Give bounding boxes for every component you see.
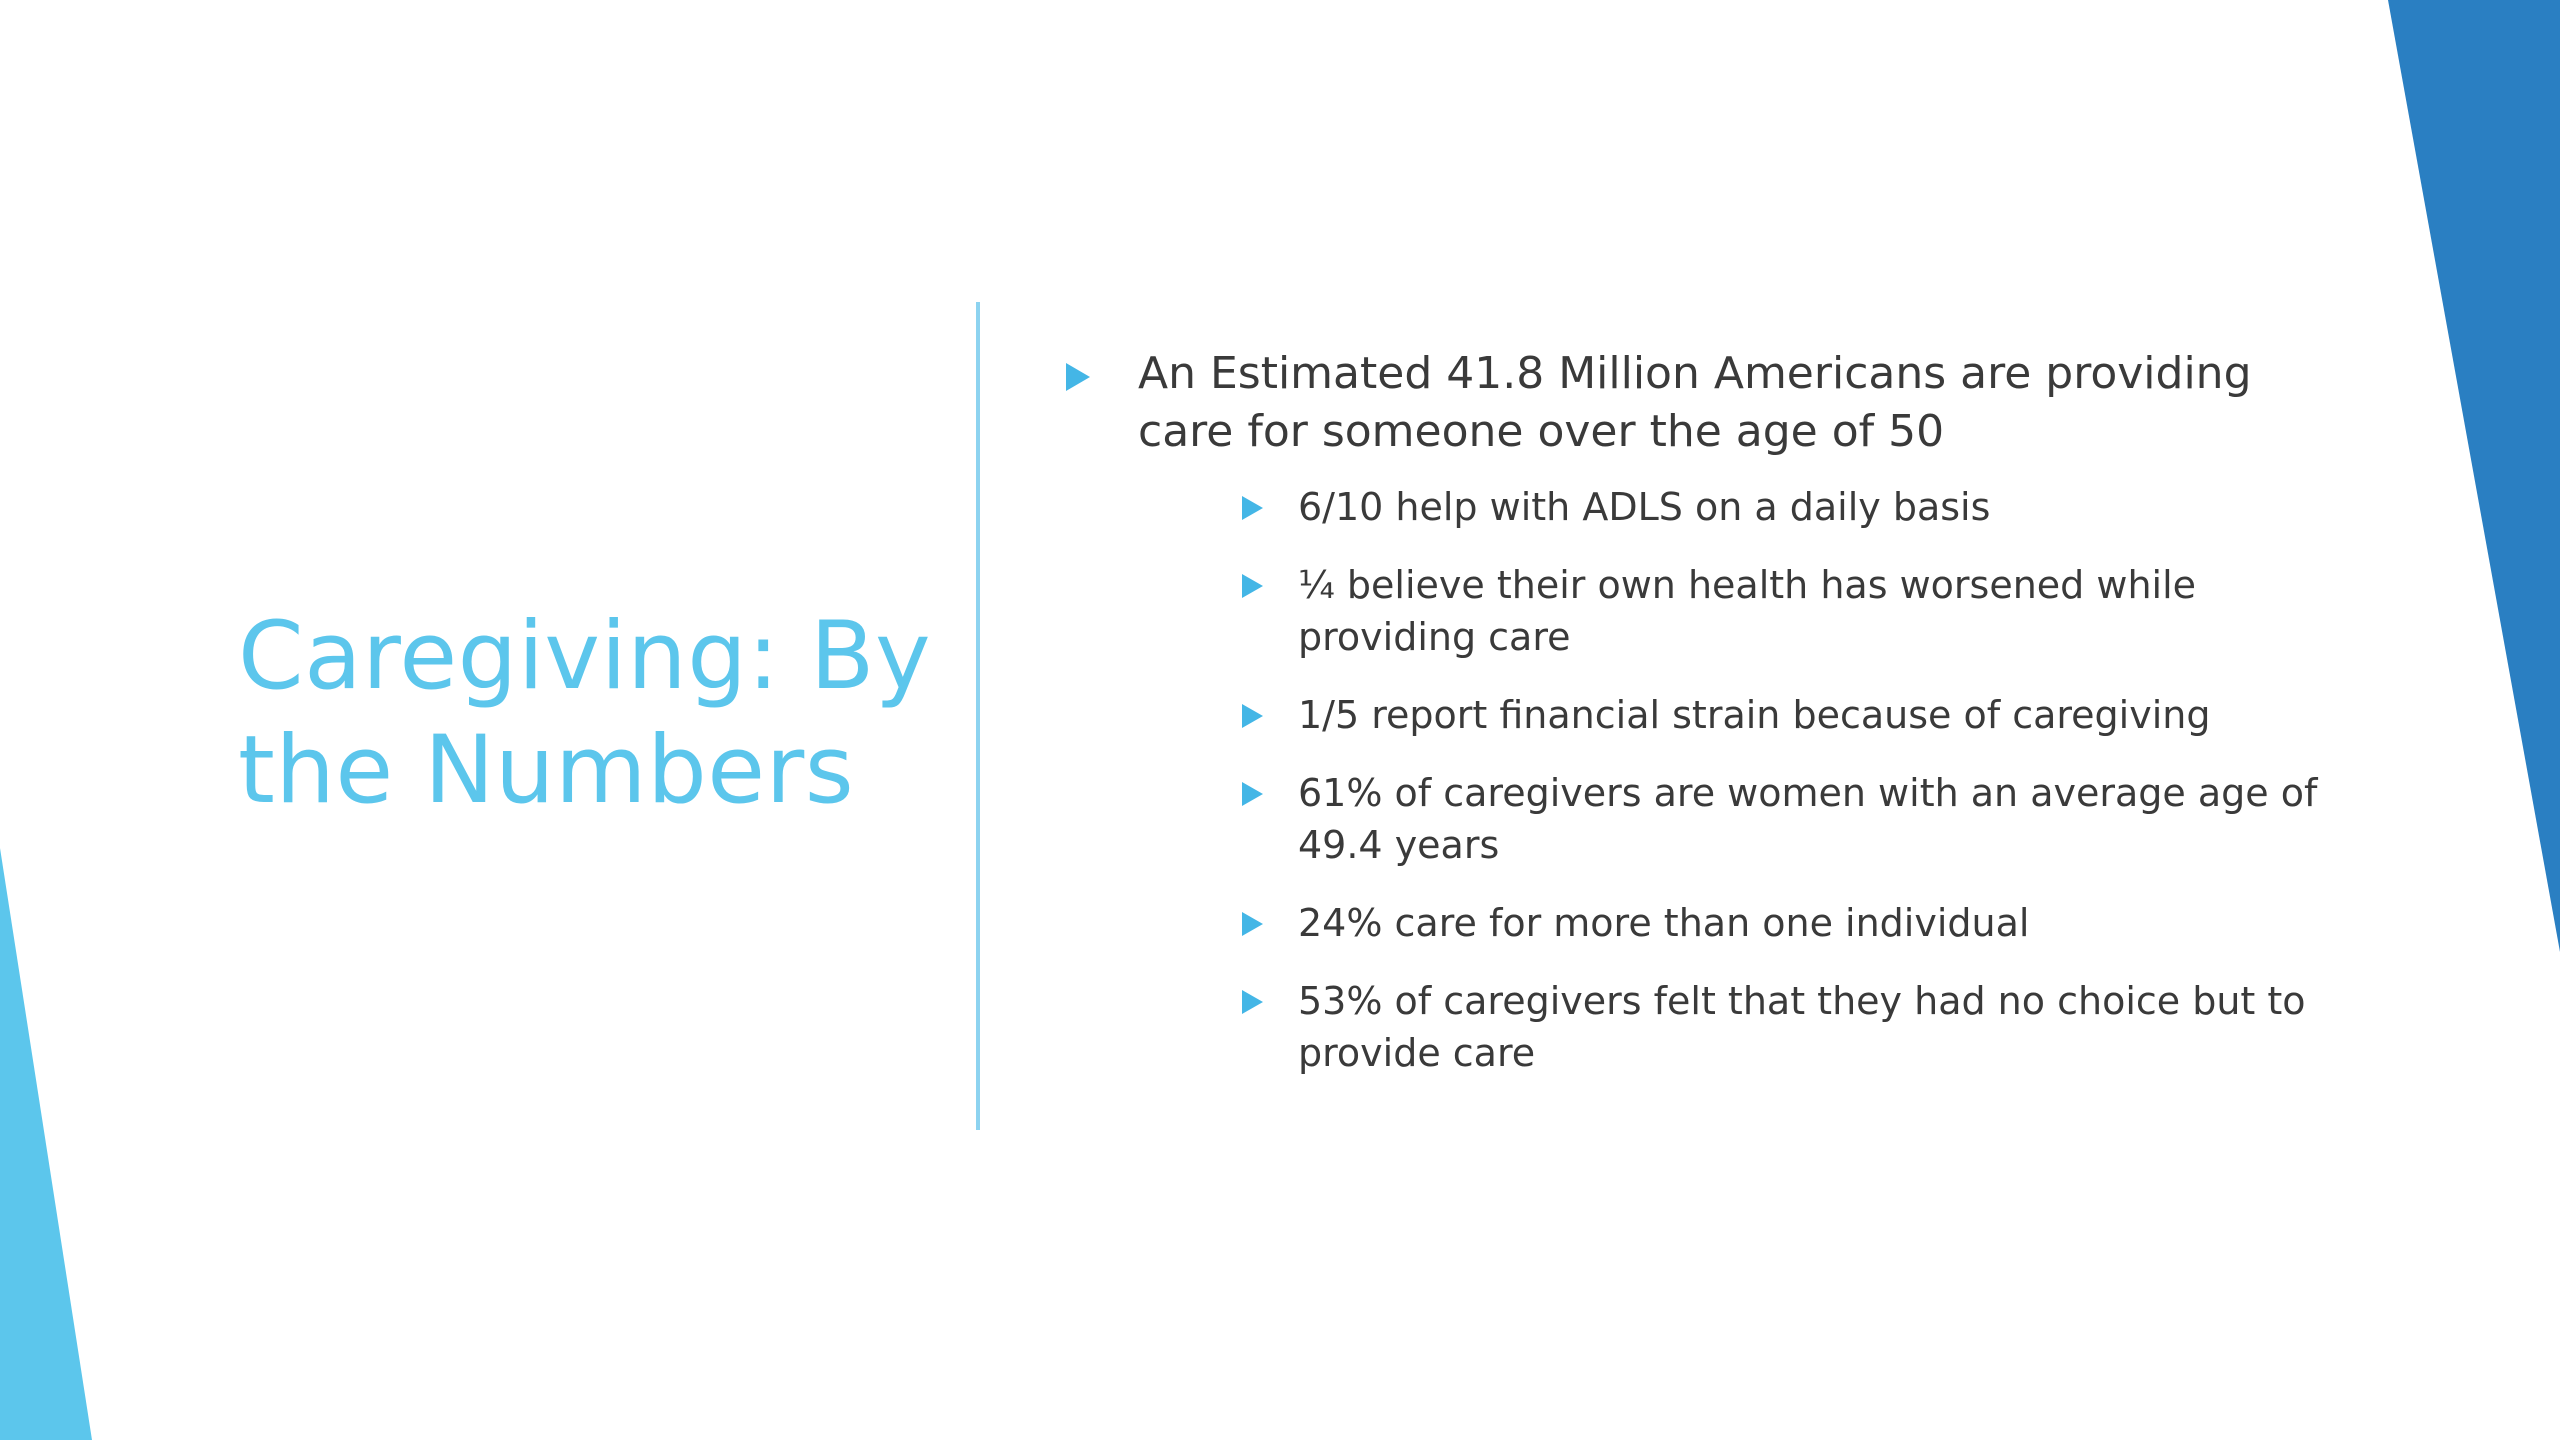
- main-bullet: [1060, 345, 2350, 1079]
- bullet-list: [1060, 345, 2350, 1105]
- triangle-right-icon: [1242, 990, 1263, 1014]
- bottom-left-blue-shape: [0, 848, 92, 1440]
- sub-bullet-list: [1138, 481, 2350, 1079]
- triangle-right-icon: [1242, 704, 1263, 728]
- main-bullet-text: An Estimated 41.8 Million Americans are providing care for someone over the age of 50: [1138, 348, 2252, 457]
- slide-title: Caregiving: By the Numbers: [238, 602, 932, 825]
- sub-bullet: [1138, 767, 2350, 871]
- sub-bullet: [1138, 975, 2350, 1079]
- top-right-blue-shape: [2388, 0, 2560, 952]
- sub-bullet-text: 1/5 report financial strain because of caregiving: [1298, 693, 2211, 737]
- sub-bullet-text: 6/10 help with ADLS on a daily basis: [1298, 485, 1991, 529]
- sub-bullet-text: 61% of caregivers are women with an average age of 49.4 years: [1298, 771, 2318, 867]
- sub-bullet: [1138, 559, 2350, 663]
- triangle-right-icon: [1242, 574, 1263, 598]
- sub-bullet: [1138, 481, 2350, 533]
- sub-bullet: [1138, 689, 2350, 741]
- triangle-right-icon: [1242, 912, 1263, 936]
- triangle-right-icon: [1242, 496, 1263, 520]
- sub-bullet: [1138, 897, 2350, 949]
- sub-bullet-text: 24% care for more than one individual: [1298, 901, 2030, 945]
- sub-bullet-text: ¼ believe their own health has worsened while providing care: [1298, 563, 2197, 659]
- triangle-right-icon: [1066, 363, 1090, 391]
- sub-bullet-text: 53% of caregivers felt that they had no choice but to provide care: [1298, 979, 2306, 1075]
- vertical-divider: [976, 302, 980, 1130]
- triangle-right-icon: [1242, 782, 1263, 806]
